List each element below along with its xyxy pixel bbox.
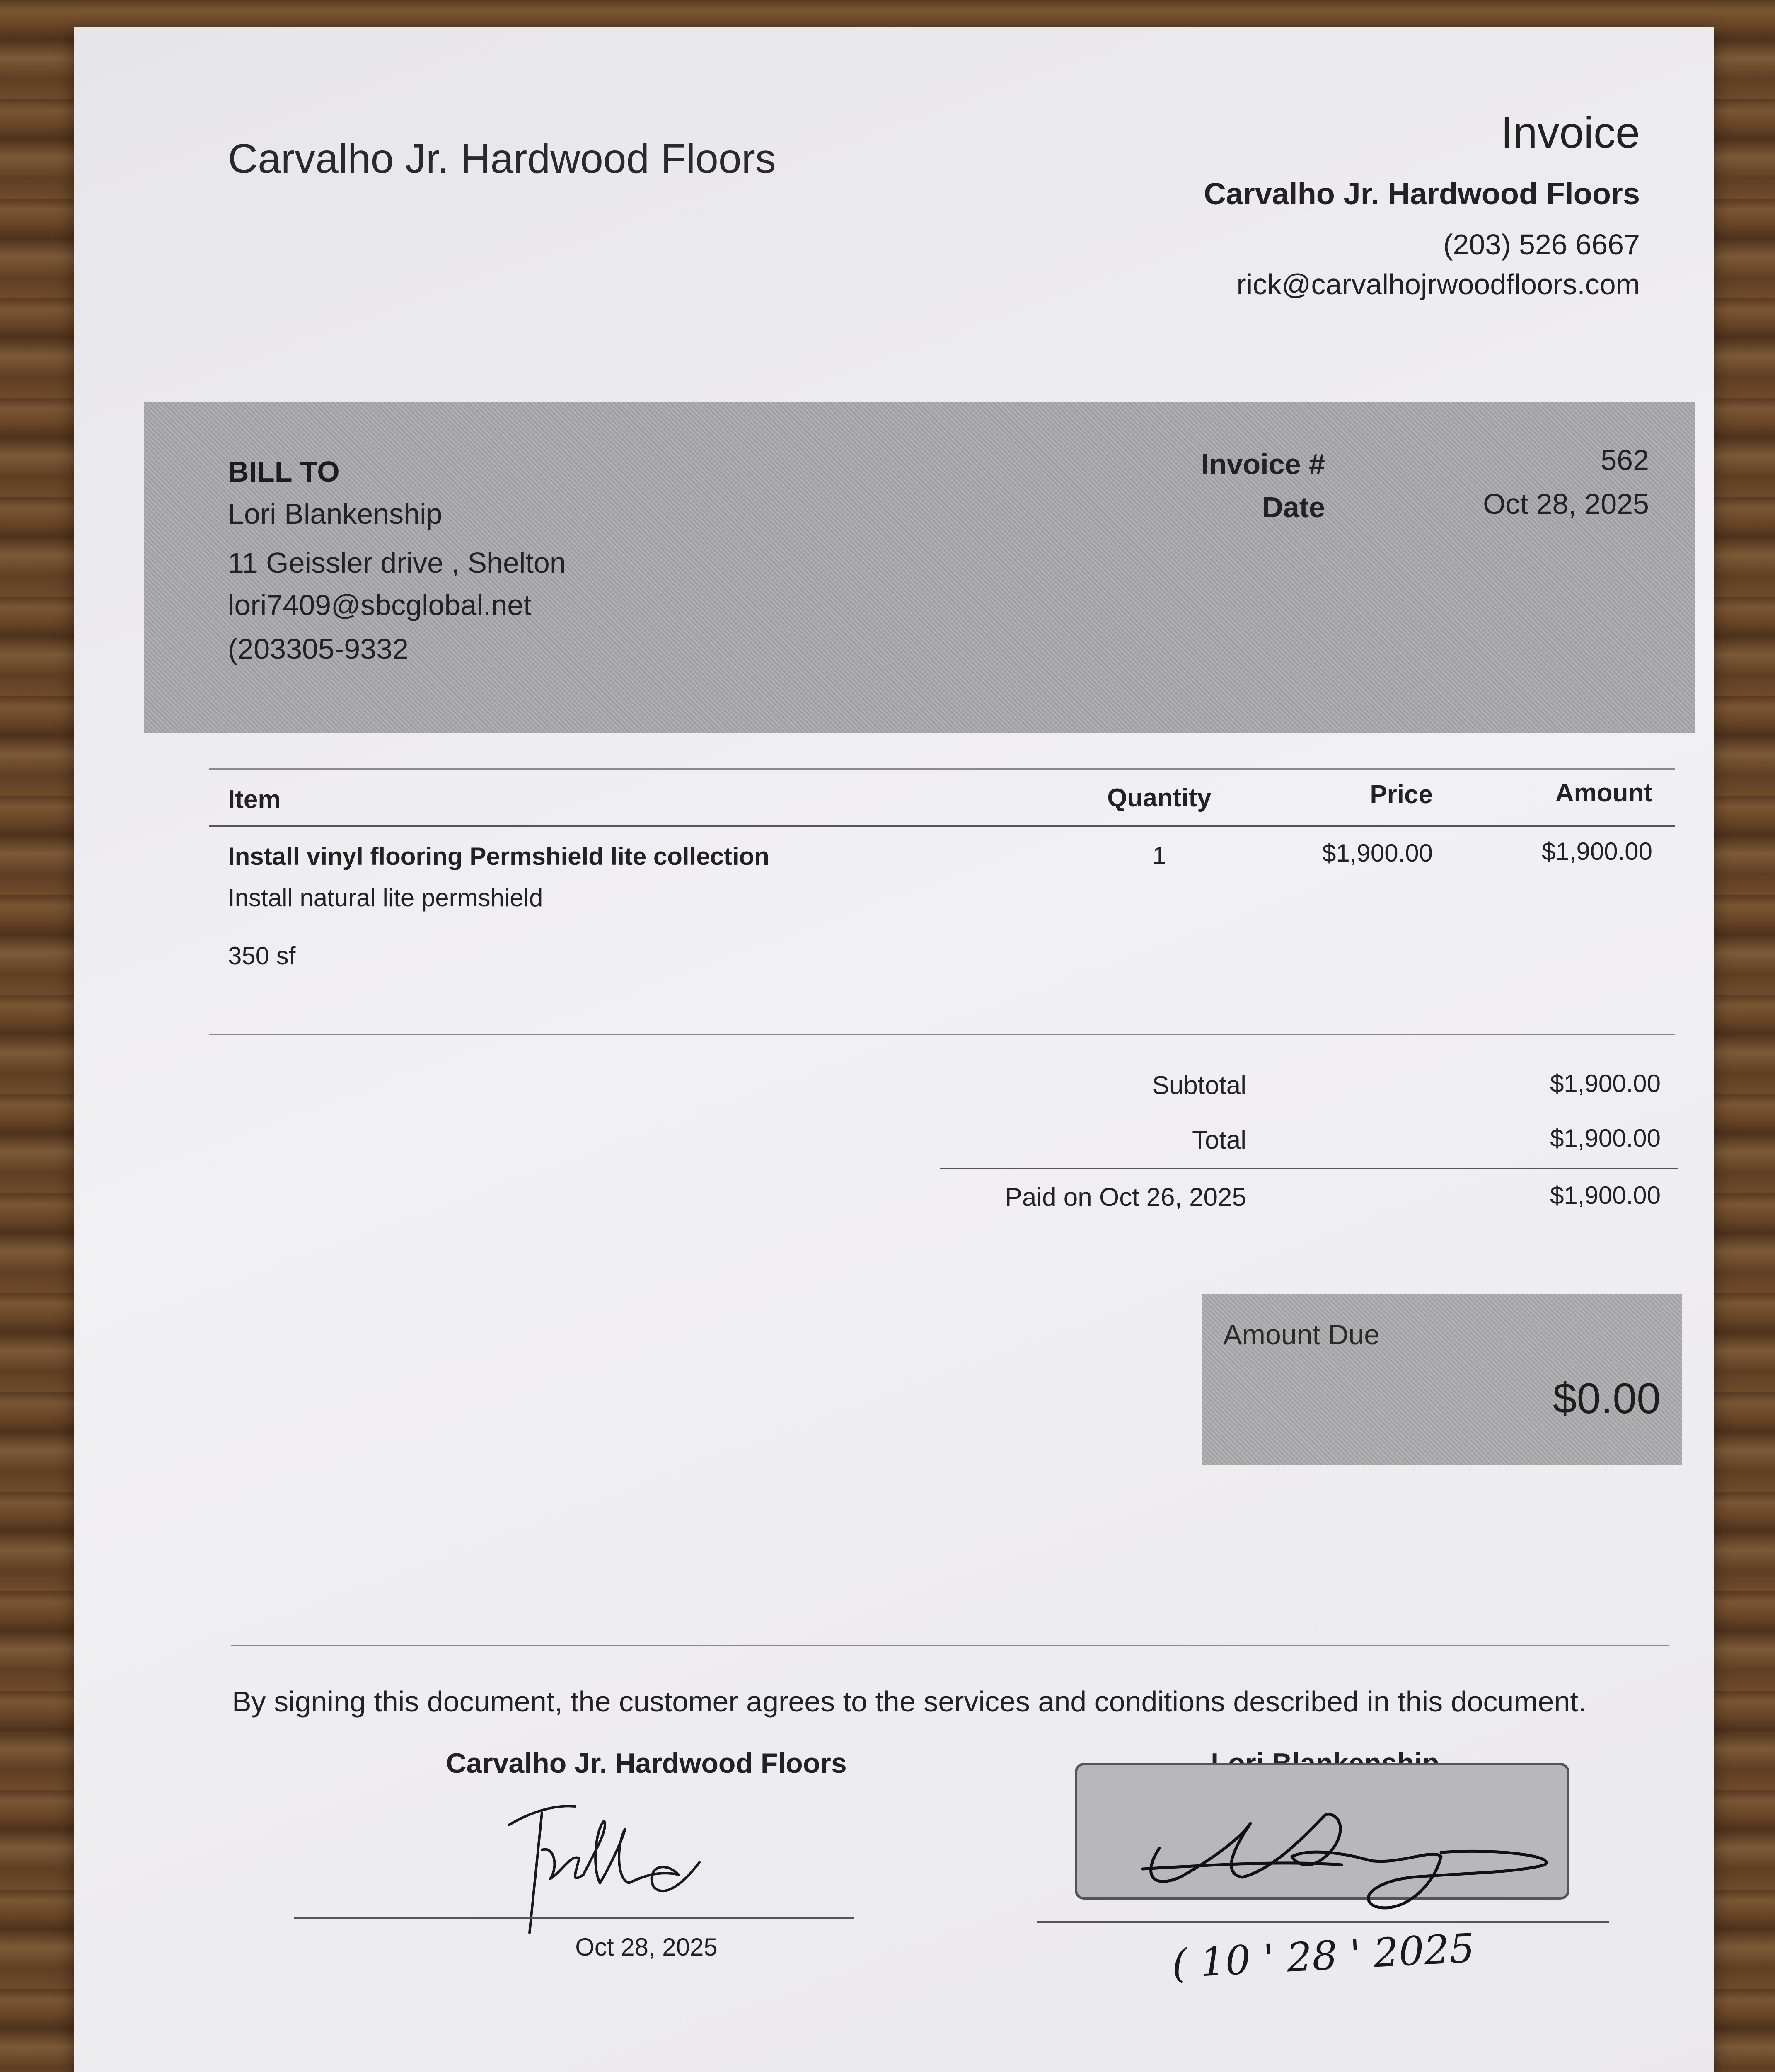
- table-header-rule: [209, 825, 1675, 827]
- invoice-header: [1204, 108, 1640, 301]
- invoice-date-label: Date: [1262, 491, 1325, 523]
- line-item-quantity: 1: [1152, 842, 1166, 869]
- company-signature-date: Oct 28, 2025: [575, 1933, 718, 1961]
- invoice-date: Oct 28, 2025: [1483, 488, 1649, 520]
- customer-signature: [1085, 1765, 1657, 1948]
- line-item-amount: $1,900.00: [1542, 838, 1652, 865]
- amount-due-label: Amount Due: [1223, 1319, 1380, 1351]
- header-company-name: Carvalho Jr. Hardwood Floors: [1204, 177, 1640, 211]
- customer-signature-line: [1037, 1921, 1609, 1923]
- paid-value: $1,900.00: [1550, 1181, 1661, 1209]
- total-value: $1,900.00: [1550, 1124, 1661, 1152]
- line-item-description: Install natural lite permshield: [228, 884, 543, 912]
- subtotal-value: $1,900.00: [1550, 1070, 1661, 1097]
- paid-label: Paid on Oct 26, 2025: [1005, 1183, 1246, 1212]
- company-signer-name: Carvalho Jr. Hardwood Floors: [446, 1748, 847, 1779]
- column-header-amount: Amount: [1555, 779, 1652, 807]
- column-header-item: Item: [228, 785, 281, 814]
- document-title: Invoice: [1501, 108, 1640, 157]
- column-header-price: Price: [1370, 780, 1433, 809]
- amount-due-value: $0.00: [1553, 1375, 1661, 1423]
- line-item-note: 350 sf: [228, 942, 296, 970]
- company-email: rick@carvalhojrwoodfloors.com: [1236, 268, 1640, 300]
- summary-rule: [940, 1168, 1678, 1169]
- table-top-rule: [209, 768, 1675, 770]
- customer-name: Lori Blankenship: [228, 498, 443, 530]
- invoice-page: [74, 27, 1714, 2072]
- table-bottom-rule: [209, 1034, 1675, 1035]
- line-item-title: Install vinyl flooring Permshield lite collection: [228, 842, 769, 870]
- invoice-number-label: Invoice #: [1201, 448, 1325, 480]
- subtotal-label: Subtotal: [1152, 1071, 1246, 1100]
- line-item-price: $1,900.00: [1322, 839, 1433, 867]
- customer-signature-date: ( 10 ' 28 ' 2025: [1170, 1924, 1476, 1987]
- company-phone: (203) 526 6667: [1443, 228, 1640, 261]
- signature-section-rule: [231, 1645, 1669, 1646]
- amount-due-box: [1202, 1294, 1682, 1465]
- customer-address: 11 Geissler drive , Shelton: [228, 547, 566, 579]
- company-signature-line: [294, 1917, 854, 1919]
- bill-to-label: BILL TO: [228, 455, 340, 488]
- total-label: Total: [1192, 1126, 1246, 1155]
- company-signature: [430, 1788, 745, 1945]
- invoice-number: 562: [1601, 444, 1649, 476]
- agreement-text: By signing this document, the customer agrees to the services and conditions described in this document.: [232, 1685, 1586, 1718]
- customer-email: lori7409@sbcglobal.net: [228, 589, 532, 621]
- customer-phone: (203305-9332: [228, 633, 409, 665]
- company-name-heading: Carvalho Jr. Hardwood Floors: [228, 136, 776, 182]
- column-header-quantity: Quantity: [1107, 784, 1212, 812]
